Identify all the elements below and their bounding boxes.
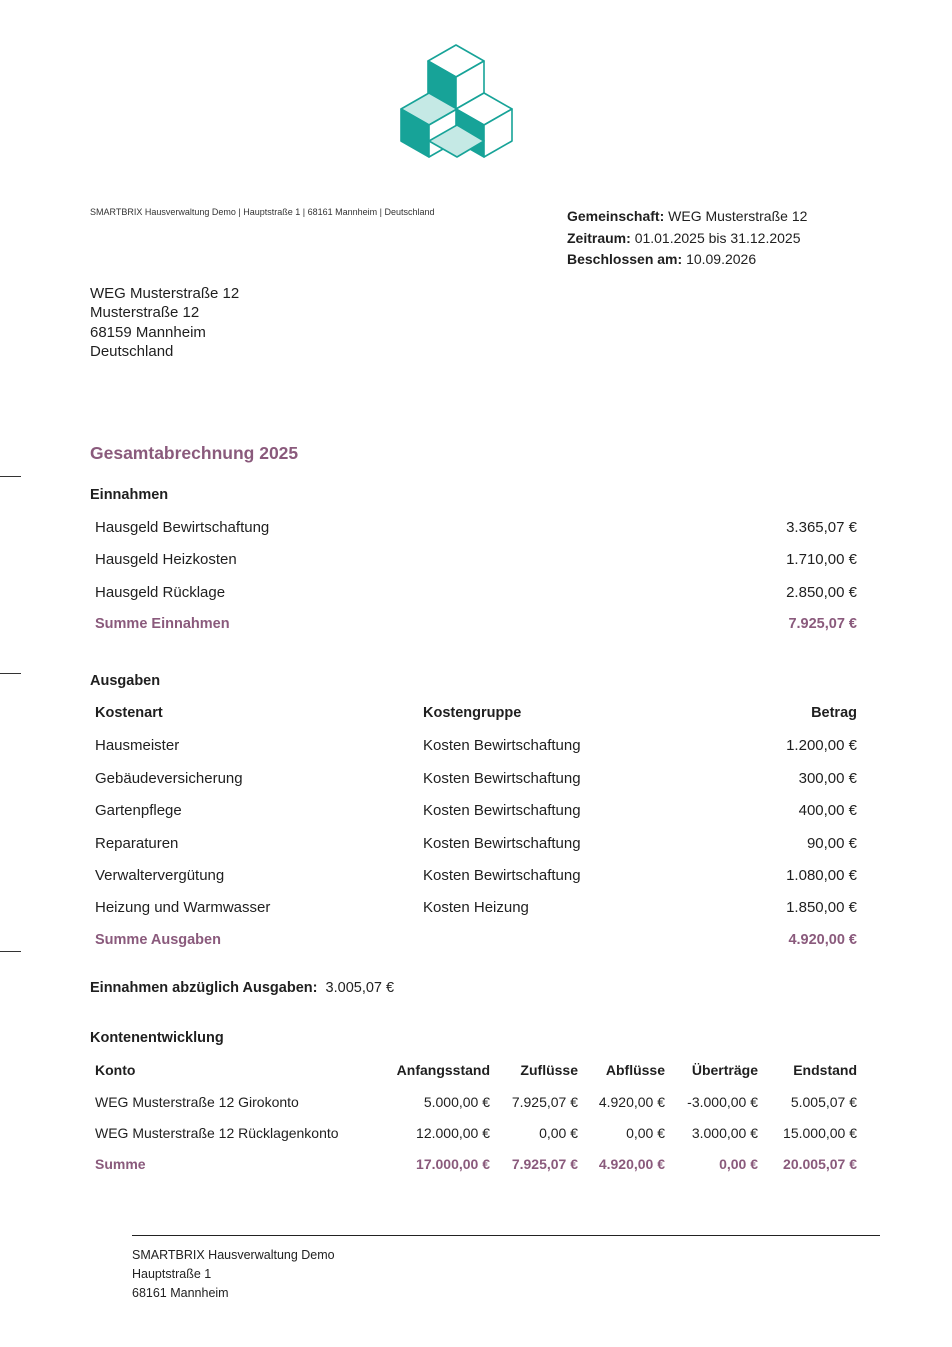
community-label: Gemeinschaft:	[567, 208, 665, 224]
account-opening: 12.000,00 €	[416, 1125, 490, 1141]
col-account: Konto	[95, 1062, 136, 1078]
company-logo	[398, 42, 516, 160]
col-inflows: Zuflüsse	[520, 1062, 578, 1078]
expense-type: Gebäudeversicherung	[95, 770, 243, 787]
accounts-header-row	[95, 1062, 857, 1082]
income-sum-row	[95, 616, 857, 636]
account-inflows: 0,00 €	[539, 1125, 578, 1141]
income-label: Hausgeld Rücklage	[95, 584, 226, 601]
accounts-sum-row	[95, 1156, 857, 1176]
statement-meta	[567, 206, 807, 271]
income-label: Hausgeld Heizkosten	[95, 551, 237, 568]
net-result	[90, 980, 394, 996]
income-amount: 2.850,00 €	[786, 584, 857, 601]
account-closing: 5.005,07 €	[790, 1094, 857, 1110]
fold-mark-top	[0, 476, 21, 477]
decided-label: Beschlossen am:	[567, 251, 683, 267]
sum-closing: 20.005,07 €	[783, 1156, 857, 1172]
expense-type: Reparaturen	[95, 835, 179, 852]
expenses-header-row	[95, 705, 857, 725]
expense-group: Kosten Bewirtschaftung	[423, 737, 581, 754]
fold-mark-bottom	[0, 951, 21, 952]
expense-row	[95, 867, 857, 887]
expense-group: Kosten Bewirtschaftung	[423, 770, 581, 787]
expenses-heading: Ausgaben	[90, 673, 161, 689]
expense-row	[95, 802, 857, 822]
accounts-sum-label: Summe	[95, 1156, 146, 1172]
account-name: WEG Musterstraße 12 Girokonto	[95, 1094, 299, 1110]
document-title: Gesamtabrechnung 2025	[90, 443, 299, 463]
expense-amount: 300,00 €	[798, 770, 857, 787]
expense-row	[95, 899, 857, 919]
address-line-3: 68159 Mannheim	[90, 323, 206, 341]
expenses-sum-label: Summe Ausgaben	[95, 932, 221, 948]
community-value: WEG Musterstraße 12	[668, 208, 808, 224]
income-label: Hausgeld Bewirtschaftung	[95, 519, 270, 536]
col-closing: Endstand	[793, 1062, 857, 1078]
expense-type: Heizung und Warmwasser	[95, 899, 271, 916]
expense-group: Kosten Bewirtschaftung	[423, 802, 581, 819]
expense-type: Verwaltervergütung	[95, 867, 225, 884]
income-amount: 3.365,07 €	[786, 519, 857, 536]
col-cost-type: Kostenart	[95, 705, 163, 721]
account-opening: 5.000,00 €	[423, 1094, 490, 1110]
sum-inflows: 7.925,07 €	[511, 1156, 578, 1172]
account-transfers: -3.000,00 €	[687, 1094, 758, 1110]
expense-amount: 1.850,00 €	[786, 899, 857, 916]
account-transfers: 3.000,00 €	[691, 1125, 758, 1141]
income-row	[95, 584, 857, 604]
decided-line	[567, 249, 807, 271]
footer	[132, 1246, 335, 1303]
address-line-2: Musterstraße 12	[90, 304, 200, 322]
expense-type: Hausmeister	[95, 737, 180, 754]
account-inflows: 7.925,07 €	[511, 1094, 578, 1110]
net-label: Einnahmen abzüglich Ausgaben:	[90, 980, 318, 996]
expense-group: Kosten Heizung	[423, 899, 529, 916]
expense-group: Kosten Bewirtschaftung	[423, 867, 581, 884]
income-sum-label: Summe Einnahmen	[95, 616, 230, 632]
period-label: Zeitraum:	[567, 229, 631, 246]
expenses-sum-row	[95, 932, 857, 952]
sum-outflows: 4.920,00 €	[598, 1156, 665, 1172]
account-outflows: 0,00 €	[626, 1125, 665, 1141]
expense-amount: 400,00 €	[798, 802, 857, 819]
account-name: WEG Musterstraße 12 Rücklagenkonto	[95, 1125, 339, 1141]
expense-row	[95, 770, 857, 790]
decided-value: 10.09.2026	[686, 251, 757, 267]
expense-amount: 90,00 €	[806, 835, 857, 852]
period-value: 01.01.2025 bis 31.12.2025	[634, 229, 801, 246]
account-row	[95, 1125, 857, 1145]
punch-mark	[0, 673, 21, 674]
footer-divider	[132, 1235, 880, 1236]
period-line	[567, 228, 807, 250]
accounts-heading: Kontenentwicklung	[90, 1030, 224, 1046]
account-outflows: 4.920,00 €	[598, 1094, 665, 1110]
net-value: 3.005,07 €	[325, 980, 395, 996]
expenses-sum-amount: 4.920,00 €	[788, 932, 857, 948]
sum-transfers: 0,00 €	[719, 1156, 758, 1172]
expense-group: Kosten Bewirtschaftung	[423, 835, 581, 852]
recipient-address	[90, 284, 239, 361]
address-line-4: Deutschland	[90, 342, 174, 360]
expense-amount: 1.080,00 €	[786, 867, 857, 884]
sender-line: SMARTBRIX Hausverwaltung Demo | Hauptstraße 1 | 68161 Mannheim | Deutschland	[90, 207, 435, 217]
community-line	[567, 206, 807, 228]
col-opening: Anfangsstand	[396, 1062, 490, 1078]
footer-company: SMARTBRIX Hausverwaltung Demo	[132, 1248, 335, 1262]
sum-opening: 17.000,00 €	[416, 1156, 490, 1172]
income-amount: 1.710,00 €	[786, 551, 857, 568]
expense-row	[95, 835, 857, 855]
account-closing: 15.000,00 €	[783, 1125, 857, 1141]
footer-city: 68161 Mannheim	[132, 1286, 229, 1300]
expense-amount: 1.200,00 €	[786, 737, 857, 754]
income-heading: Einnahmen	[90, 487, 169, 503]
income-sum-amount: 7.925,07 €	[788, 616, 857, 632]
expense-type: Gartenpflege	[95, 802, 182, 819]
col-transfers: Überträge	[691, 1062, 758, 1078]
col-amount: Betrag	[811, 705, 857, 721]
address-line-1: WEG Musterstraße 12	[90, 285, 240, 302]
account-row	[95, 1094, 857, 1114]
income-row	[95, 551, 857, 571]
income-row	[95, 519, 857, 539]
col-cost-group: Kostengruppe	[423, 705, 522, 721]
col-outflows: Abflüsse	[605, 1062, 665, 1078]
expense-row	[95, 737, 857, 757]
footer-street: Hauptstraße 1	[132, 1267, 212, 1281]
